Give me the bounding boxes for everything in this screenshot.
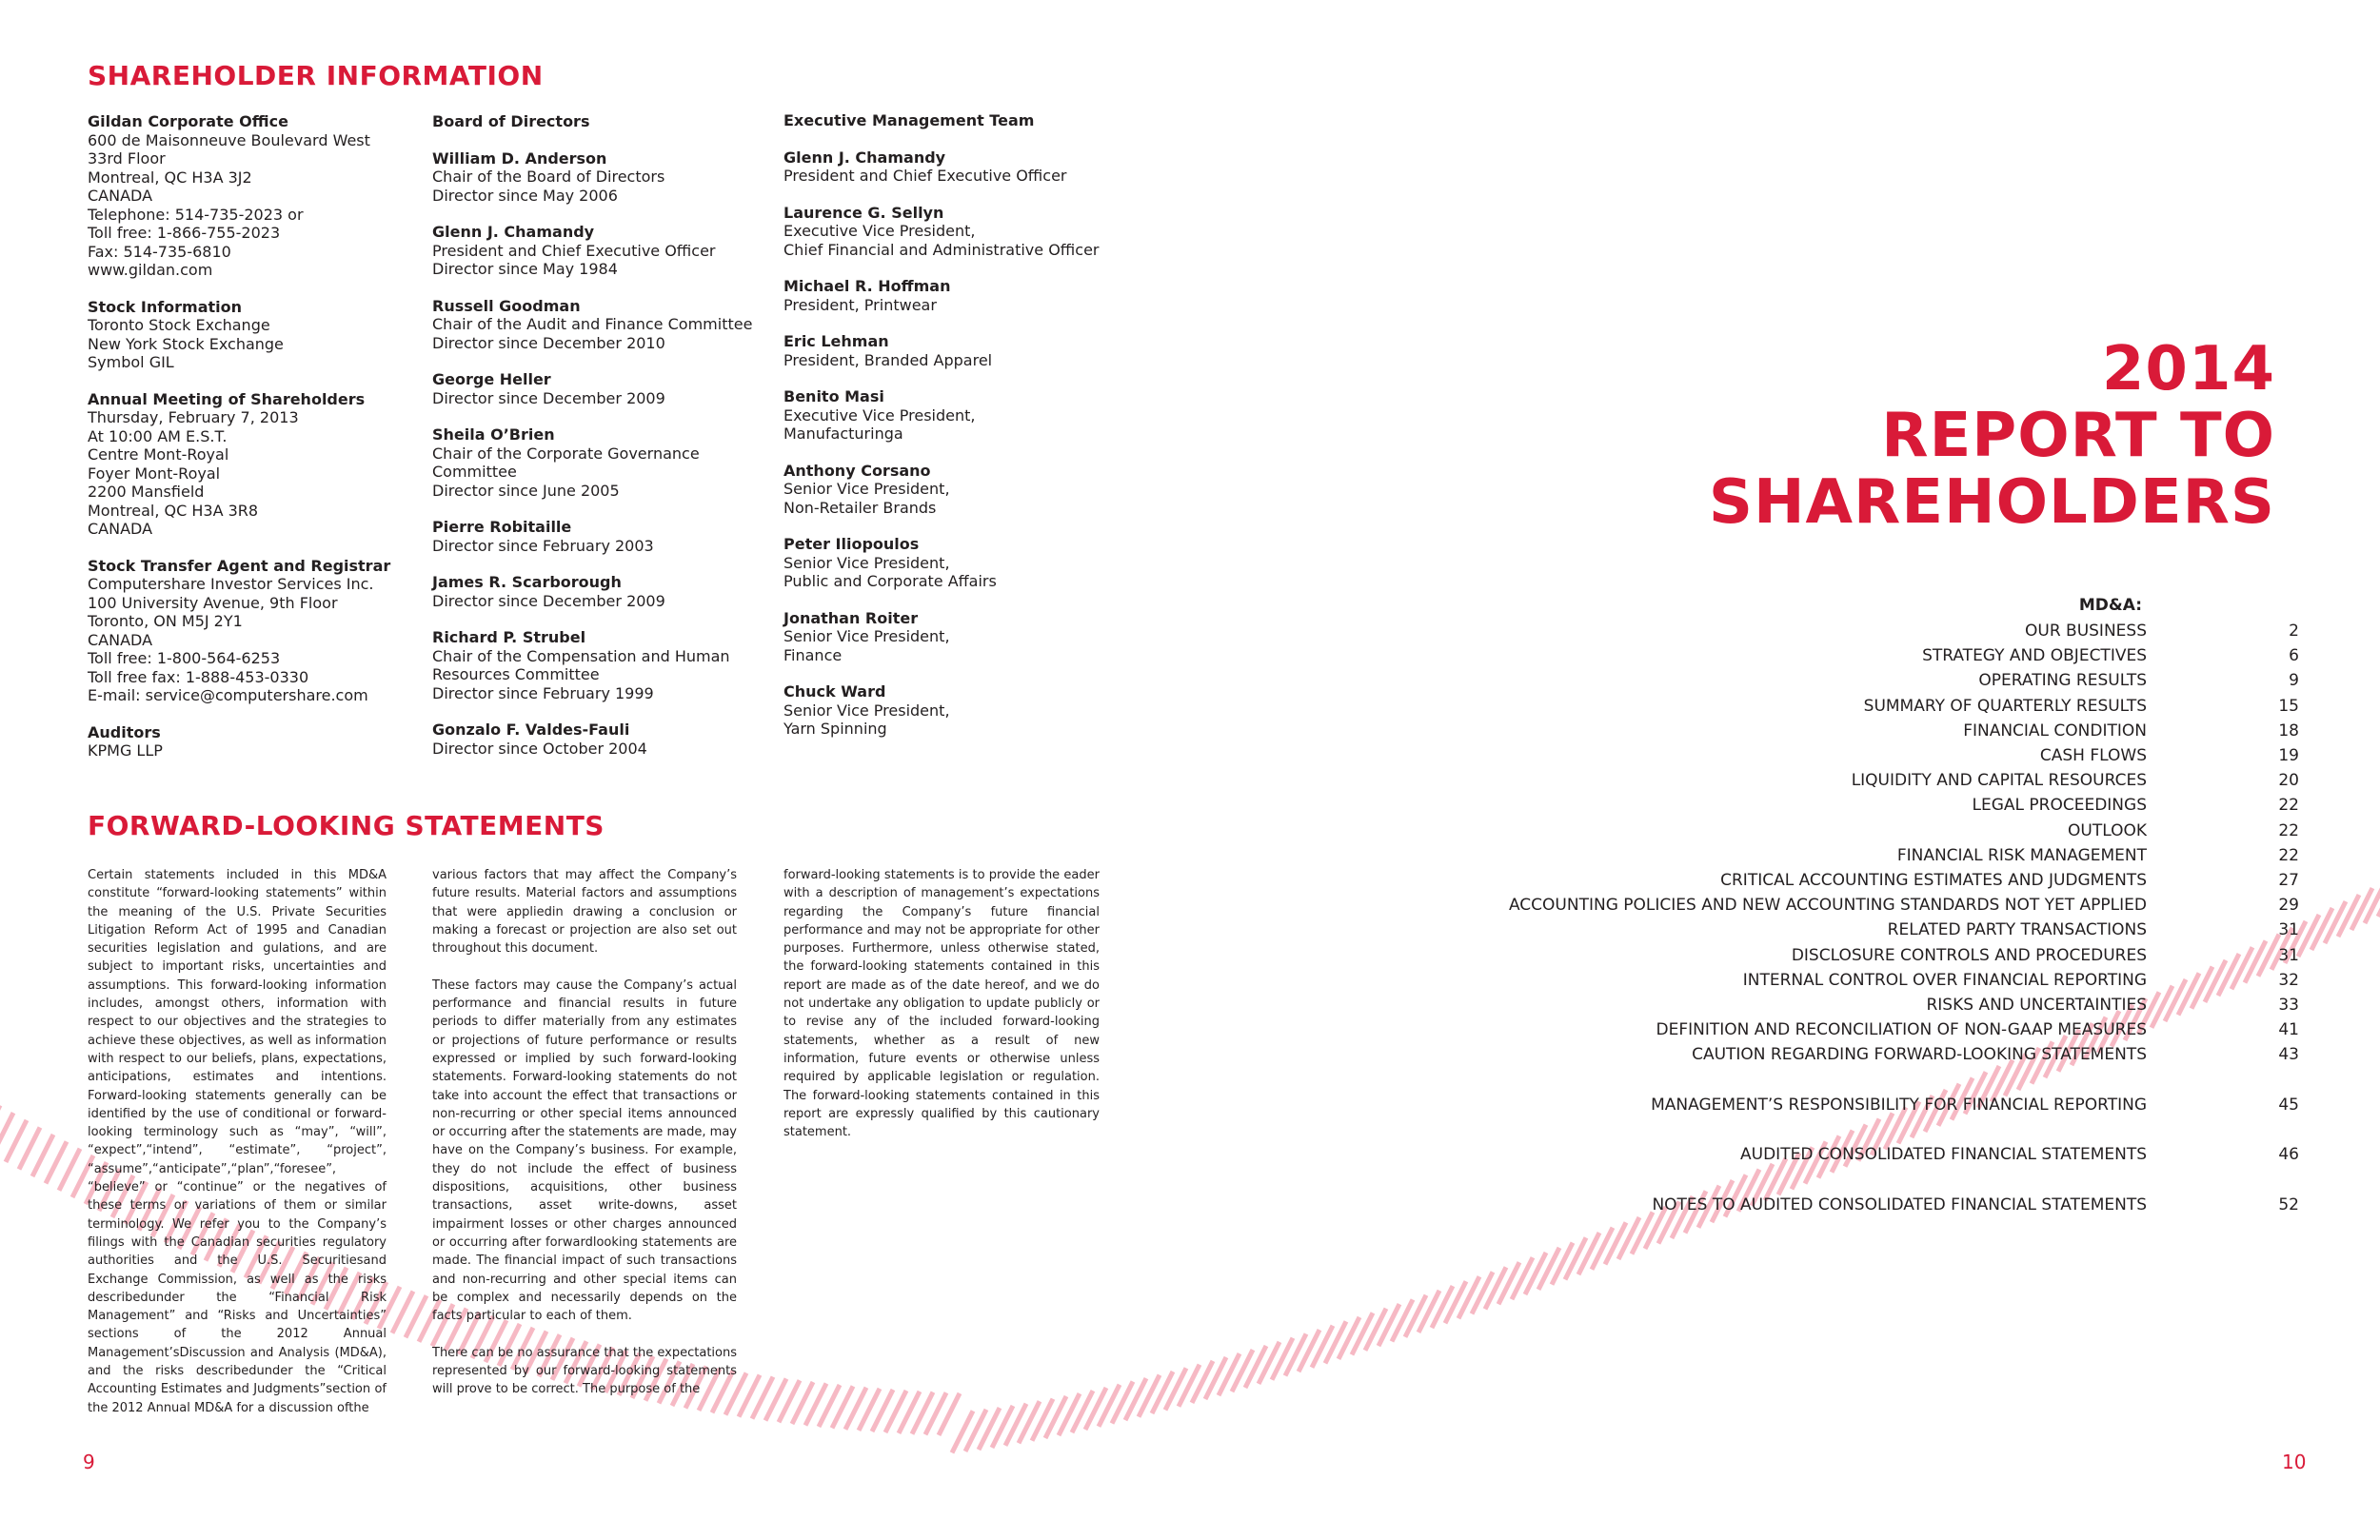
block-heading: Gildan Corporate Office xyxy=(88,112,288,130)
stripe-mark xyxy=(1605,1222,1626,1264)
toc-entry-label: RISKS AND UNCERTAINTIES xyxy=(1926,996,2147,1015)
toc-entry-label: OUR BUSINESS xyxy=(2025,622,2147,641)
stripe-mark xyxy=(1618,1217,1639,1259)
info-block xyxy=(88,298,411,372)
toc-entry-label: DISCLOSURE CONTROLS AND PROCEDURES xyxy=(1791,945,2147,965)
board-column xyxy=(432,112,775,776)
stripe-mark xyxy=(2218,954,2239,996)
stripe-mark xyxy=(1392,1299,1413,1341)
toc-entry-page: 9 xyxy=(2289,671,2299,691)
management-heading: Executive Management Team xyxy=(783,111,1035,129)
stripe-mark xyxy=(1352,1313,1373,1354)
info-block xyxy=(783,148,1145,186)
block-line: www.gildan.com xyxy=(88,261,213,279)
block-line: Director since May 2006 xyxy=(432,186,618,205)
stripe-mark xyxy=(2178,973,2199,1015)
fls-column-3 xyxy=(783,866,1100,1160)
block-line: Chair of the Audit and Finance Committee xyxy=(432,315,753,333)
report-title-year: 2014 xyxy=(2101,334,2275,405)
block-heading: Auditors xyxy=(88,722,161,741)
toc-entry-page: 29 xyxy=(2278,896,2299,916)
block-heading: Gonzalo F. Valdes-Fauli xyxy=(432,721,630,739)
toc-entry-page: 19 xyxy=(2278,746,2299,765)
stripe-mark xyxy=(1192,1361,1213,1403)
block-heading: Chuck Ward xyxy=(783,682,886,701)
block-line: KPMG LLP xyxy=(88,741,163,760)
block-line: CANADA xyxy=(88,187,153,205)
stripe-mark xyxy=(1339,1317,1359,1359)
toc-entry-page: 27 xyxy=(2278,871,2299,890)
block-line: Telephone: 514-735-2023 or xyxy=(88,205,304,224)
stripe-mark xyxy=(1285,1333,1306,1375)
shareholder-info-heading: SHAREHOLDER INFORMATION xyxy=(88,60,544,91)
info-block xyxy=(783,682,1145,739)
stripe-mark xyxy=(2325,901,2346,943)
block-heading: Annual Meeting of Shareholders xyxy=(88,389,366,408)
toc-entry-page: 31 xyxy=(2278,920,2299,940)
toc-entry-page: 22 xyxy=(2278,796,2299,816)
toc-entry-page: 32 xyxy=(2278,970,2299,990)
stripe-mark xyxy=(1418,1291,1439,1333)
toc-entry-page: 2 xyxy=(2289,622,2299,641)
stripe-mark xyxy=(1525,1253,1546,1294)
fls-paragraph: There can be no assurance that the expectations represented by our forward-looking statements will prove to be correct. The purpose of the xyxy=(432,1345,737,1397)
block-line: Executive Vice President, xyxy=(783,405,976,424)
info-block xyxy=(783,609,1145,665)
stripe-mark xyxy=(1165,1368,1186,1410)
block-line: Director since December 2009 xyxy=(432,591,665,610)
stripe-mark xyxy=(1179,1365,1200,1407)
stripe-mark xyxy=(1405,1295,1426,1337)
block-line: Chief Financial and Administrative Officer xyxy=(783,240,1100,259)
info-block xyxy=(432,149,775,206)
block-line: Chair of the Compensation and Human xyxy=(432,646,730,665)
toc-entry-page: 45 xyxy=(2278,1095,2299,1115)
stripe-mark xyxy=(1632,1213,1653,1254)
toc-entry-label: MANAGEMENT’S RESPONSIBILITY FOR FINANCIAL REPORTING xyxy=(1651,1095,2147,1115)
block-heading: Glenn J. Chamandy xyxy=(432,223,595,241)
toc-entry-label: FINANCIAL CONDITION xyxy=(1963,721,2147,740)
report-title-line: SHAREHOLDERS xyxy=(1708,467,2275,538)
block-heading: Glenn J. Chamandy xyxy=(783,148,946,167)
stripe-mark xyxy=(1099,1385,1120,1427)
toc-entry-page: 18 xyxy=(2278,721,2299,740)
contact-column xyxy=(88,112,411,779)
info-block xyxy=(88,112,411,280)
block-line: Senior Vice President, xyxy=(783,627,950,645)
stripe-mark xyxy=(1312,1326,1333,1368)
toc-entry-page: 22 xyxy=(2278,820,2299,840)
block-line: Computershare Investor Services Inc. xyxy=(88,575,374,593)
stripe-mark xyxy=(1219,1353,1240,1395)
block-line: Toll free: 1-866-755-2023 xyxy=(88,224,281,242)
toc-entry-label: STRATEGY AND OBJECTIVES xyxy=(1922,646,2147,666)
block-heading: Stock Transfer Agent and Registrar xyxy=(88,556,391,575)
block-line: Thursday, February 7, 2013 xyxy=(88,408,299,426)
block-line: Director since May 1984 xyxy=(432,260,618,278)
block-line: At 10:00 AM E.S.T. xyxy=(88,426,228,445)
toc-entry-label: CAUTION REGARDING FORWARD-LOOKING STATEMENTS xyxy=(1692,1045,2147,1065)
block-line: Director since December 2009 xyxy=(432,388,665,407)
block-line: CANADA xyxy=(88,630,153,649)
toc-entry-page: 52 xyxy=(2278,1194,2299,1214)
toc-entry-page: 22 xyxy=(2278,845,2299,865)
block-line: Executive Vice President, xyxy=(783,222,976,240)
fls-paragraph: Certain statements included in this MD&A constitute “forward-looking statements” within the meaning of the U.S. Private Securities Litigation Reform Act of 1995 and Canadian securities legislation and gulations, and are subject to important risks, uncertainties and assumptions. This forward-looking information includes, amongst others, information with respect to our objectives and the strategies to achieve these objectives, as well as information with respect to our beliefs, plans, expectations, anticipations, estimates and intentions. Forward-looking statements generally can be identified by the use of conditional or forward-looking terminology such as “may”, “will”, “expect”,“intend”, “estimate”, “project”, “assume”,“anticipate”,“plan”,“foresee”, “believe” or “continue” or the negatives of these terms or variations of them or similar terminology. We refer you to the Company’s filings with the Canadian securities regulatory authorities and the U.S. Securitiesand Exchange Commission, as well as the risks describedunder the “Financial Risk Management” and “Risks and Uncertainties” sections of the 2012 Annual Management’sDiscussion and Analysis (MD&A), and the risks describedunder the “Critical Accounting Estimates and Judgments”section of the 2012 Annual MD&A for a discussion ofthe xyxy=(88,868,387,1415)
toc-entry-label: RELATED PARTY TRANSACTIONS xyxy=(1887,920,2147,940)
stripe-mark xyxy=(1152,1372,1173,1413)
stripe-mark xyxy=(1139,1375,1160,1417)
block-heading: Michael R. Hoffman xyxy=(783,277,951,295)
block-line: Resources Committee xyxy=(432,665,600,683)
block-heading: George Heller xyxy=(432,370,551,388)
toc-entry-page: 31 xyxy=(2278,945,2299,965)
block-line: Director since December 2010 xyxy=(432,333,665,352)
stripe-mark xyxy=(1538,1248,1559,1290)
block-line: President, Branded Apparel xyxy=(783,350,993,369)
toc-entry-label: SUMMARY OF QUARTERLY RESULTS xyxy=(1863,696,2147,716)
block-heading: Eric Lehman xyxy=(783,332,889,350)
page-number-left: 9 xyxy=(83,1451,95,1473)
stripe-mark xyxy=(1325,1321,1346,1363)
block-line: Director since February 1999 xyxy=(432,683,654,702)
toc-entry-label: CASH FLOWS xyxy=(2039,746,2147,765)
stripe-mark xyxy=(1205,1357,1226,1399)
block-heading: Richard P. Strubel xyxy=(432,628,586,646)
toc-entry-page: 20 xyxy=(2278,771,2299,791)
stripe-mark xyxy=(2231,947,2252,989)
info-block xyxy=(432,628,775,702)
block-line: Director since October 2004 xyxy=(432,739,647,758)
info-block xyxy=(432,223,775,279)
block-heading: Peter Iliopoulos xyxy=(783,535,920,553)
stripe-mark xyxy=(1112,1381,1133,1423)
block-heading: James R. Scarborough xyxy=(432,573,622,591)
block-line: CANADA xyxy=(88,520,153,538)
stripe-mark xyxy=(1085,1388,1106,1430)
forward-looking-heading: FORWARD-LOOKING STATEMENTS xyxy=(88,810,605,841)
block-line: Senior Vice President, xyxy=(783,701,950,720)
block-line: Foyer Mont-Royal xyxy=(88,464,221,483)
stripe-mark xyxy=(2152,986,2172,1028)
toc-entry-label: LEGAL PROCEEDINGS xyxy=(1972,796,2147,816)
fls-paragraph: various factors that may affect the Company’s future results. Material factors and assumptions that were appliedin drawing a conclusion or making a forecast or projection are also set out throughout this document. xyxy=(432,868,737,957)
block-line: Chair of the Board of Directors xyxy=(432,168,665,186)
block-heading: Pierre Robitaille xyxy=(432,518,572,536)
toc-entry-page: 46 xyxy=(2278,1145,2299,1165)
block-heading: Jonathan Roiter xyxy=(783,608,919,627)
block-line: 2200 Mansfield xyxy=(88,483,205,501)
stripe-mark xyxy=(2205,960,2226,1002)
toc-entry-page: 43 xyxy=(2278,1045,2299,1065)
block-line: Committee xyxy=(432,463,517,481)
stripe-mark xyxy=(1272,1338,1293,1380)
stripe-mark xyxy=(1059,1393,1080,1435)
block-heading: Russell Goodman xyxy=(432,296,581,315)
toc-entry-label: CRITICAL ACCOUNTING ESTIMATES AND JUDGMENTS xyxy=(1720,871,2147,890)
toc-entry-page: 41 xyxy=(2278,1020,2299,1040)
block-heading: Benito Masi xyxy=(783,387,884,405)
block-line: Toronto Stock Exchange xyxy=(88,316,270,334)
toc-entry-label: NOTES TO AUDITED CONSOLIDATED FINANCIAL STATEMENTS xyxy=(1652,1194,2147,1214)
toc-entry-label: OUTLOOK xyxy=(2068,820,2147,840)
block-line: Manufacturinga xyxy=(783,424,903,443)
stripe-mark xyxy=(1552,1243,1573,1285)
block-line: New York Stock Exchange xyxy=(88,334,284,353)
fls-column-2 xyxy=(432,866,737,1417)
stripe-mark xyxy=(1565,1237,1586,1279)
block-line: Finance xyxy=(783,645,843,664)
block-heading: Stock Information xyxy=(88,297,243,316)
block-line: Toronto, ON M5J 2Y1 xyxy=(88,612,243,630)
block-line: Toll free: 1-800-564-6253 xyxy=(88,649,281,667)
block-line: 600 de Maisonneuve Boulevard West xyxy=(88,130,370,149)
block-line: Chair of the Corporate Governance xyxy=(432,444,700,463)
stripe-mark xyxy=(1432,1286,1453,1328)
info-block xyxy=(783,332,1145,369)
toc-entry-label: LIQUIDITY AND CAPITAL RESOURCES xyxy=(1851,771,2147,791)
block-heading: Anthony Corsano xyxy=(783,461,931,480)
block-line: Senior Vice President, xyxy=(783,480,950,498)
stripe-mark xyxy=(1232,1350,1253,1392)
management-column xyxy=(783,111,1145,757)
toc-entry-label: ACCOUNTING POLICIES AND NEW ACCOUNTING STANDARDS NOT YET APPLIED xyxy=(1508,896,2147,916)
toc-entry-label: AUDITED CONSOLIDATED FINANCIAL STATEMENTS xyxy=(1740,1145,2147,1165)
toc-entry-label: FINANCIAL RISK MANAGEMENT xyxy=(1896,845,2147,865)
info-block xyxy=(88,557,411,705)
report-title-line: REPORT TO xyxy=(1881,401,2275,471)
fls-column-1 xyxy=(88,866,387,1435)
info-block xyxy=(432,721,775,758)
block-line: Fax: 514-735-6810 xyxy=(88,242,231,261)
toc-entry-page: 33 xyxy=(2278,996,2299,1015)
stripe-mark xyxy=(1458,1276,1479,1318)
block-heading: Laurence G. Sellyn xyxy=(783,203,944,222)
toc-heading: MD&A: xyxy=(2078,596,2142,615)
stripe-mark xyxy=(1472,1272,1493,1313)
block-line: Non-Retailer Brands xyxy=(783,498,937,517)
stripe-mark xyxy=(1512,1257,1533,1299)
stripe-mark xyxy=(1592,1228,1613,1270)
info-block xyxy=(783,462,1145,518)
stripe-mark xyxy=(2245,940,2266,982)
stripe-mark xyxy=(2311,908,2332,950)
info-block xyxy=(88,723,411,760)
stripe-mark xyxy=(1498,1262,1519,1304)
block-line: Montreal, QC H3A 3R8 xyxy=(88,501,259,520)
stripe-mark xyxy=(1299,1330,1319,1372)
toc-entry-page: 15 xyxy=(2278,696,2299,716)
stripe-mark xyxy=(1578,1233,1599,1274)
stripe-mark xyxy=(2192,967,2212,1009)
info-block xyxy=(432,370,775,407)
block-line: 33rd Floor xyxy=(88,149,166,168)
block-line: President, Printwear xyxy=(783,295,937,314)
stripe-mark xyxy=(1445,1281,1466,1323)
board-heading: Board of Directors xyxy=(432,112,590,130)
info-block xyxy=(432,425,775,500)
block-line: Symbol GIL xyxy=(88,353,174,371)
stripe-mark xyxy=(1378,1304,1399,1346)
block-line: Yarn Spinning xyxy=(783,720,887,738)
block-line: Public and Corporate Affairs xyxy=(783,572,997,590)
stripe-mark xyxy=(1365,1309,1386,1351)
stripe-mark xyxy=(1259,1342,1279,1384)
info-block xyxy=(783,204,1145,260)
block-heading: William D. Anderson xyxy=(432,148,607,168)
stripe-mark xyxy=(1485,1267,1506,1309)
block-line: Director since February 2003 xyxy=(432,536,654,555)
toc-entry-label: DEFINITION AND RECONCILIATION OF NON-GAAP MEASURES xyxy=(1656,1020,2147,1040)
block-line: President and Chief Executive Officer xyxy=(432,241,716,260)
fls-paragraph: These factors may cause the Company’s actual performance and financial results in future periods to differ materially from any estimates or projections of future performance or results expressed or implied by such forward-looking statements. Forward-looking statements do not take into account the effect that transactions or non-recurring or other special items announced or occurring after the statements are made, may have on the Company’s business. For example, they do not include the effect of business dispositions, acquisitions, other business transactions, asset write-downs, asset impairment losses or other charges announced or occurring after forwardlooking statements are made. The financial impact of such transactions and non-recurring and other special items can be complex and necessarily depends on the facts particular to each of them. xyxy=(432,977,737,1324)
block-heading: Sheila O’Brien xyxy=(432,425,555,444)
block-line: Director since June 2005 xyxy=(432,481,620,500)
stripe-mark xyxy=(2298,915,2319,957)
block-line: President and Chief Executive Officer xyxy=(783,167,1067,185)
stripe-mark xyxy=(1245,1346,1266,1388)
info-block xyxy=(432,297,775,353)
info-block xyxy=(783,277,1145,314)
info-block xyxy=(432,573,775,610)
report-title xyxy=(1709,336,2275,536)
info-block xyxy=(783,387,1145,444)
toc-entry-page: 6 xyxy=(2289,646,2299,666)
block-line: Toll free fax: 1-888-453-0330 xyxy=(88,667,309,686)
info-block xyxy=(783,535,1145,591)
block-line: Senior Vice President, xyxy=(783,553,950,572)
info-block xyxy=(432,518,775,555)
block-line: 100 University Avenue, 9th Floor xyxy=(88,593,338,612)
fls-paragraph: forward-looking statements is to provide the eader with a description of management’s expectations regarding the Company’s future financial performance and may not be appropriate for other purposes. Furthermore, unless otherwise stated, the forward-looking statements contained in this report are made as of the date hereof, and we do not undertake any obligation to update publicly or to revise any of the included forward-looking statements, whether as a result of new information, future events or otherwise unless required by applicable legislation or regulation. The forward-looking statements contained in this report are expressly qualified by this cautionary statement. xyxy=(783,868,1100,1140)
page-number-right: 10 xyxy=(2282,1451,2307,1473)
block-line: Montreal, QC H3A 3J2 xyxy=(88,168,252,187)
stripe-mark xyxy=(1125,1378,1146,1420)
toc-entry-label: OPERATING RESULTS xyxy=(1978,671,2147,691)
block-line: Centre Mont-Royal xyxy=(88,445,229,464)
block-line: E-mail: service@computershare.com xyxy=(88,686,368,704)
toc-entry-label: INTERNAL CONTROL OVER FINANCIAL REPORTING xyxy=(1742,970,2147,990)
stripe-mark xyxy=(2165,979,2186,1021)
info-block xyxy=(88,390,411,539)
stripe-mark xyxy=(1072,1391,1093,1432)
